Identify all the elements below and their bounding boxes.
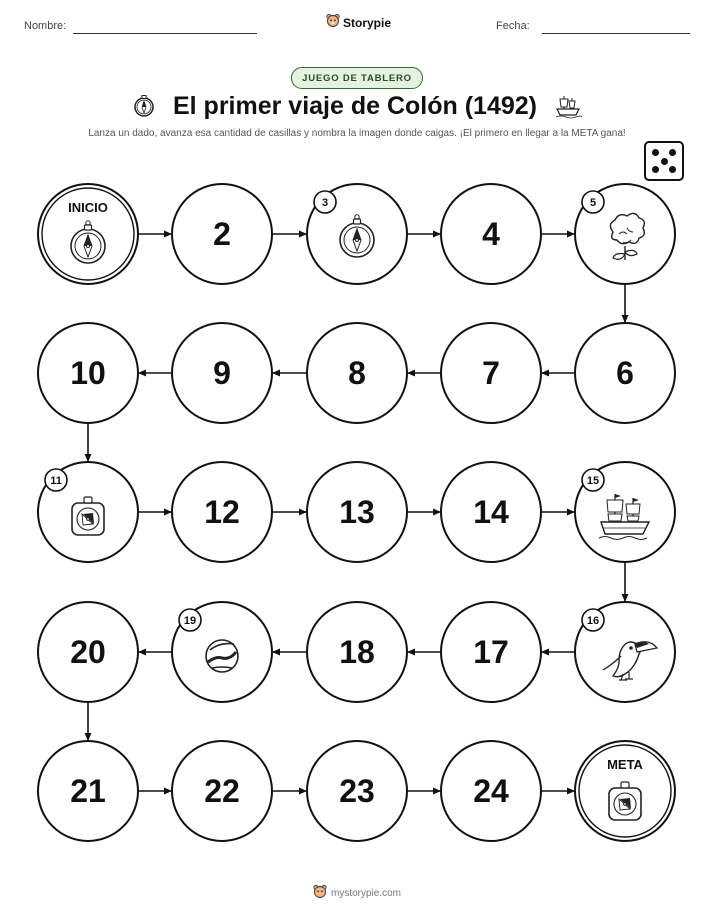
board-space-16[interactable] bbox=[575, 602, 675, 702]
brand-name: Storypie bbox=[343, 15, 392, 30]
board-space-22[interactable] bbox=[172, 741, 272, 841]
square-compass-icon bbox=[609, 782, 641, 820]
space-number: 13 bbox=[339, 494, 375, 530]
footer-url: mystorypie.com bbox=[330, 888, 401, 899]
board-space-13[interactable] bbox=[307, 462, 407, 562]
board-space-5[interactable] bbox=[575, 184, 675, 284]
space-number: 14 bbox=[473, 494, 509, 530]
footer bbox=[0, 884, 714, 903]
board-space-25[interactable] bbox=[575, 741, 675, 841]
board-space-12[interactable] bbox=[172, 462, 272, 562]
title-text: El primer viaje de Colón (1492) bbox=[172, 92, 537, 120]
board-space-14[interactable] bbox=[441, 462, 541, 562]
board-space-8[interactable] bbox=[307, 323, 407, 423]
space-number-badge bbox=[314, 191, 336, 213]
svg-text:3: 3 bbox=[321, 197, 329, 209]
svg-text:11: 11 bbox=[50, 475, 62, 487]
space-number: 10 bbox=[70, 355, 106, 391]
space-number: 9 bbox=[213, 355, 231, 391]
svg-text:19: 19 bbox=[183, 615, 197, 627]
date-label: Fecha: bbox=[496, 20, 530, 32]
svg-text:5: 5 bbox=[589, 197, 597, 209]
board-space-24[interactable] bbox=[441, 741, 541, 841]
space-number: 18 bbox=[339, 634, 375, 670]
board-space-21[interactable] bbox=[38, 741, 138, 841]
space-number-badge bbox=[582, 191, 604, 213]
board-space-4[interactable] bbox=[441, 184, 541, 284]
board-space-20[interactable] bbox=[38, 602, 138, 702]
board-space-19[interactable] bbox=[172, 602, 272, 702]
board-space-15[interactable] bbox=[575, 462, 675, 562]
space-number: 2 bbox=[213, 216, 231, 252]
square-compass-icon bbox=[72, 497, 104, 535]
board-space-9[interactable] bbox=[172, 323, 272, 423]
space-number: 7 bbox=[482, 355, 500, 391]
space-number: 17 bbox=[473, 634, 509, 670]
board-space-11[interactable] bbox=[38, 462, 138, 562]
board-space-6[interactable] bbox=[575, 323, 675, 423]
space-number: 6 bbox=[616, 355, 634, 391]
space-number: 12 bbox=[204, 494, 240, 530]
board-space-2[interactable] bbox=[172, 184, 272, 284]
space-number-badge bbox=[582, 609, 604, 631]
space-number-badge bbox=[582, 469, 604, 491]
space-number: 22 bbox=[204, 773, 240, 809]
board-space-7[interactable] bbox=[441, 323, 541, 423]
board-space-17[interactable] bbox=[441, 602, 541, 702]
space-number: 21 bbox=[70, 773, 106, 809]
svg-text:16: 16 bbox=[586, 615, 600, 627]
svg-text:15: 15 bbox=[586, 475, 600, 487]
marble-icon bbox=[206, 640, 238, 672]
board-space-3[interactable] bbox=[307, 184, 407, 284]
board-space-23[interactable] bbox=[307, 741, 407, 841]
space-number-badge bbox=[45, 469, 67, 491]
space-number: 20 bbox=[70, 634, 106, 670]
name-label: Nombre: bbox=[24, 20, 67, 32]
space-number: 4 bbox=[482, 216, 500, 252]
board-space-10[interactable] bbox=[38, 323, 138, 423]
instructions: Lanza un dado, avanza esa cantidad de casillas y nombra la imagen donde caigas. ¡El primero en llegar a la META gana! bbox=[88, 128, 626, 139]
space-number-badge bbox=[179, 609, 201, 631]
game-type-badge: JUEGO DE TABLERO bbox=[291, 67, 423, 89]
bear-icon bbox=[313, 884, 327, 903]
board-space-18[interactable] bbox=[307, 602, 407, 702]
space-number: 24 bbox=[473, 773, 509, 809]
space-label: META bbox=[607, 757, 643, 772]
space-number: 23 bbox=[339, 773, 375, 809]
board-space-1[interactable] bbox=[38, 184, 138, 284]
space-label: INICIO bbox=[68, 200, 108, 215]
space-number: 8 bbox=[348, 355, 366, 391]
